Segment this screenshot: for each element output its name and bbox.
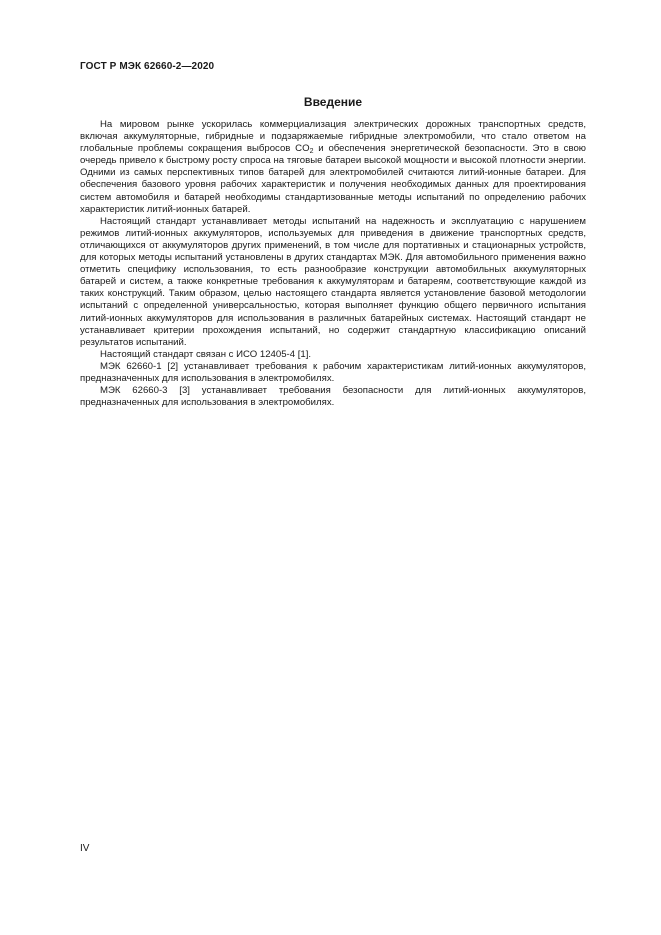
document-header: ГОСТ Р МЭК 62660-2—2020: [80, 61, 215, 72]
page-number: IV: [80, 843, 90, 854]
paragraph-scope: Настоящий стандарт устанавливает методы испытаний на надежность и эксплуатацию с нарушением режимов литий-ионных аккумуляторов, используемых для приведения в движение транспортных средств, отличающихся от аккумуляторов других применений, в том числе для портативных и стационарных устройств, для которых методы испытаний установлены в других стандартах МЭК. Для автомобильного применения важно отметить специфику использования, то есть разнообразие конструкции автомобильных аккумуляторных батарей и систем, а также конкретные требования к аккумуляторам и батареям, соответствующие каждой из таких конструкций. Таким образом, целью настоящего стандарта является установление базовой методологии испытаний с определенной универсальностью, которая выполняет функцию общего первичного испытания литий-ионных аккумуляторов для использования в различных батарейных системах. Настоящий стандарт не устанавливает критерии прохождения испытаний, но содержит стандартную классификацию описаний результатов испытаний.: [80, 215, 586, 348]
document-body: [80, 119, 586, 409]
paragraph-text: и обеспечения энергетической безопасности. Это в свою очередь привело к быстрому росту спроса на тяговые батареи высокой мощности и высокой плотности энергии. Одними из самых перспективных типов батарей для электромобилей считаются литий-ионные батареи. Для обеспечения базового уровня рабочих характеристик и получения необходимых данных для проектирования систем автомобиля и батарей необходимы стандартизованные методы испытаний по определению рабочих характеристик литий-ионных батарей.: [80, 143, 586, 215]
paragraph-iec-62660-3: МЭК 62660-3 [3] устанавливает требования безопасности для литий-ионных аккумуляторов, предназначенных для использования в электромобилях.: [80, 385, 586, 409]
subscript: 2: [309, 148, 314, 156]
paragraph-iec-62660-1: МЭК 62660-1 [2] устанавливает требования к рабочим характеристикам литий-ионных аккумуляторов, предназначенных для использования в электромобилях.: [80, 360, 586, 384]
paragraph-text: На мировом рынке ускорилась коммерциализация электрических дорожных транспортных средств, включая аккумуляторные, гибридные и подзаряжаемые гибридные электромобили, что стало ответом на глобальные проблемы сокращения выбросов CO: [80, 119, 586, 155]
section-title: Введение: [303, 95, 363, 109]
paragraph-iso-reference: Настоящий стандарт связан с ИСО 12405-4 [1].: [100, 348, 312, 360]
paragraph-intro: [80, 119, 586, 216]
